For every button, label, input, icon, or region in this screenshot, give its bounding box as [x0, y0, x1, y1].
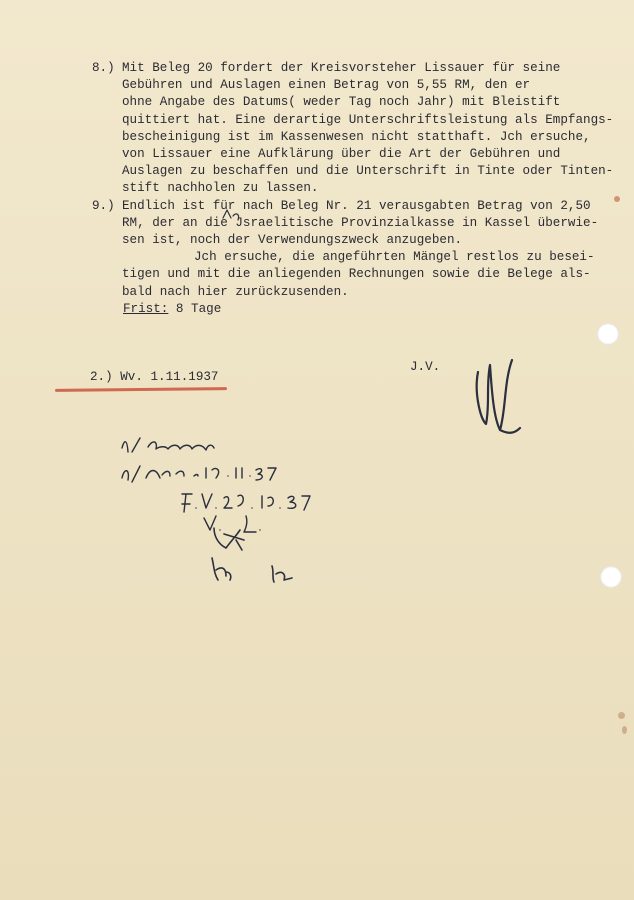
text-line: Mit Beleg 20 fordert der Kreisvorsteher Lissauer für seine [122, 61, 561, 75]
text-line: Auslagen zu beschaffen und die Unterschrift in Tinte oder Tinten- [122, 164, 614, 179]
handwritten-initials-2 [212, 558, 231, 580]
text-line: RM, der an die Jsraelitische Provinzialkasse in Kassel überwie- [122, 215, 599, 230]
text-line: bescheinigung ist im Kassenwesen nicht statthaft. Jch ersuche, [122, 129, 591, 144]
text-line: quittiert hat. Eine derartige Unterschriftsleistung als Empfangs- [122, 112, 614, 127]
handwritten-initials-3 [272, 566, 292, 582]
deadline-value: 8 Tage [175, 301, 222, 316]
followup-prefix: 2.) Wv. [90, 370, 143, 384]
text-line: von Lissauer eine Aufklärung über die Art der Gebühren und [122, 147, 561, 162]
signature-block-label: J.V. [410, 360, 441, 374]
stain-mark [614, 196, 620, 202]
paragraph-number: 8.) [92, 61, 115, 75]
stain-mark [618, 712, 625, 719]
paragraph-number: 9.) [92, 198, 115, 213]
handwritten-note-abs [122, 466, 276, 482]
text-line: bald nach hier zurückzusenden. [122, 284, 349, 299]
text-line: Jch ersuche, die angeführten Mängel restlos zu besei- [194, 250, 595, 265]
text-line: tigen und mit die anliegenden Rechnungen sowie die Belege als- [122, 267, 591, 282]
text-line: Gebühren und Auslagen einen Betrag von 5,55 RM, den er [122, 78, 531, 93]
text-line: Endlich ist für nach Beleg Nr. 21 verausgabten Betrag von 2,50 [122, 198, 591, 213]
handwritten-note-erinnern [122, 438, 214, 452]
punch-hole-top [597, 323, 619, 345]
handwritten-note-vl [204, 516, 260, 532]
stain-mark [622, 726, 627, 734]
handwritten-initials-1 [214, 528, 244, 550]
followup-date: 1.11.1937 [150, 370, 219, 384]
deadline-label: Frist: [123, 301, 169, 316]
punch-hole-bottom [600, 566, 622, 588]
handwritten-note-frist [182, 494, 310, 512]
text-line: ohne Angabe des Datums( weder Tag noch Jahr) mit Bleistift [122, 95, 561, 110]
text-line: sen ist, noch der Verwendungszweck anzugeben. [122, 233, 463, 248]
text-line: stift nachholen zu lassen. [122, 181, 319, 196]
signature-initials [477, 360, 520, 433]
handwritten-insertion-fuer [223, 210, 239, 220]
